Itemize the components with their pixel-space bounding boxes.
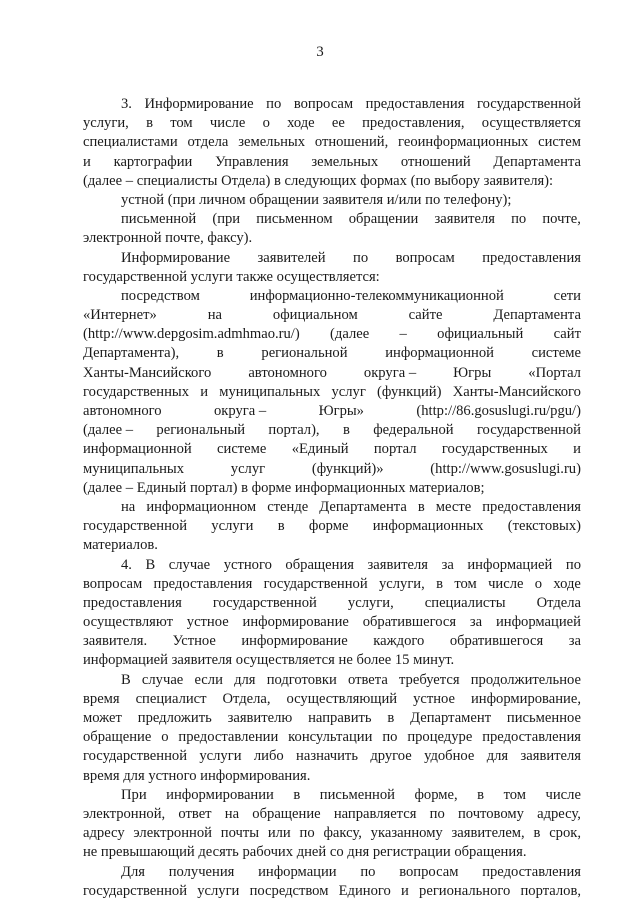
text-line (83, 210, 581, 229)
text-word: (http://www.gosuslugi.ru) (430, 460, 581, 477)
text-word: 3. (121, 96, 132, 112)
text-word: округа – (363, 364, 417, 381)
text-word: удобное (424, 748, 475, 765)
text-word: государственных (83, 383, 190, 400)
text-word: официальном (272, 307, 358, 324)
text-word: отношений (400, 153, 471, 170)
text-word: информации (258, 863, 337, 880)
text-word: если (194, 671, 223, 688)
text-word: заявителю (227, 710, 293, 726)
page-number: 3 (316, 44, 324, 60)
text-word: отдела (187, 134, 229, 151)
text-word: адресу (83, 825, 125, 842)
text-line (83, 575, 581, 594)
text-word: стенде (267, 498, 309, 515)
text-line (83, 249, 581, 268)
text-word: Информирование (144, 96, 254, 112)
text-word: муниципальных (83, 460, 185, 477)
text-word: предоставления (482, 498, 581, 515)
text-line: (далее – специалисты Отдела) в следующих формах (по выбору заявителя): (83, 172, 554, 189)
text-word: числе (545, 786, 581, 803)
text-word: «Интернет» (83, 307, 157, 324)
text-word: Департамента (319, 498, 407, 515)
text-word: на (207, 307, 222, 324)
text-line (83, 863, 581, 882)
text-word: предоставления (482, 249, 581, 266)
text-word: предложить (137, 710, 212, 726)
text-word: письменное (506, 710, 581, 726)
text-word: в (387, 710, 395, 726)
text-line: время для устного информирования. (83, 767, 311, 784)
text-word: Югры (453, 364, 492, 381)
text-word: обращение (83, 729, 152, 746)
text-word: муниципальных (219, 383, 321, 400)
text-line: государственной услуги также осуществляется: (83, 268, 380, 285)
text-word: предоставления (153, 575, 253, 592)
text-line (83, 747, 581, 766)
text-word: информирование (241, 633, 348, 650)
text-word: в (277, 518, 285, 535)
text-word: в (146, 115, 153, 132)
text-word: специалист (135, 690, 207, 707)
text-word: и (573, 441, 581, 458)
text-word: адресу, (537, 805, 581, 822)
text-word: автономного (83, 403, 162, 419)
text-word: в (216, 345, 224, 362)
text-word: о (161, 729, 169, 746)
text-word: предоставления (83, 594, 182, 611)
text-word: сети (553, 287, 581, 304)
text-line (83, 517, 581, 536)
text-word: указанному (370, 825, 443, 842)
text-word: информирование, (470, 690, 581, 707)
text-line (83, 402, 581, 421)
text-word: заявителя (367, 556, 429, 573)
text-word: (http://www.depgosim.admhmao.ru/) (83, 326, 300, 343)
text-word: информационных (372, 518, 484, 535)
text-line (83, 786, 581, 805)
text-word: (при (212, 211, 241, 228)
text-word: (функций) (377, 383, 442, 400)
text-word: ходе (553, 575, 581, 592)
text-word: государственной (476, 422, 581, 439)
text-word: предоставления (482, 863, 581, 880)
text-word: форме, (414, 786, 458, 803)
text-word: Единого (338, 882, 391, 899)
text-word: и (83, 153, 91, 170)
text-word: Департамента), (83, 345, 180, 362)
text-word: числе (209, 115, 246, 132)
text-word: том (170, 115, 193, 132)
text-word: вопросам (399, 863, 459, 880)
text-word: том (454, 575, 477, 592)
text-word: может (83, 710, 122, 726)
text-word: государственных (441, 441, 548, 458)
text-word: услуг (230, 460, 266, 477)
text-word: специалисты (424, 594, 506, 611)
text-word: информировании (166, 786, 274, 803)
text-word: Информирование (121, 249, 231, 266)
text-word: электронной (133, 825, 212, 842)
text-word: устное (413, 690, 455, 707)
text-word: обращении (348, 211, 419, 228)
text-word: по (429, 805, 445, 822)
text-line (83, 671, 581, 690)
text-line (83, 287, 581, 306)
text-word: заявителем, (451, 825, 525, 842)
text-word: назначить (296, 748, 358, 765)
text-word: Устное (172, 633, 216, 650)
text-line (83, 95, 581, 114)
text-line (83, 306, 581, 325)
text-line: информацией заявителя осуществляется не более 15 минут. (83, 652, 455, 669)
text-word: посредством (249, 882, 329, 899)
text-word: по (299, 825, 315, 842)
text-word: официальный (437, 326, 524, 343)
text-line (83, 556, 581, 575)
text-word: – (399, 326, 407, 343)
text-line (83, 460, 581, 479)
text-word: требуется (399, 671, 460, 688)
text-word: процедуре (407, 729, 473, 746)
text-word: по (266, 96, 282, 112)
text-word: картографии (113, 153, 193, 170)
text-word: и (200, 383, 209, 400)
text-line: не превышающий десять рабочих дней со дня регистрации обращения. (83, 844, 527, 861)
document-body (83, 95, 581, 901)
text-word: срок, (549, 825, 581, 842)
text-word: ответа (348, 671, 388, 688)
text-word: Для (121, 863, 145, 880)
text-word: осуществляют (83, 614, 173, 631)
text-word: государственной (83, 882, 188, 899)
text-word: письменном (256, 211, 333, 228)
text-word: сайте (408, 307, 443, 324)
text-word: осуществляющий (286, 690, 398, 707)
text-word: на (224, 805, 240, 822)
text-word: за (469, 614, 483, 631)
text-word: ее (331, 115, 345, 132)
text-word: обращения (285, 556, 354, 573)
text-word: электронной, (83, 805, 166, 822)
text-line (83, 498, 581, 517)
text-word: ответ (178, 805, 212, 822)
text-word: в (533, 825, 541, 842)
text-word: по (360, 863, 376, 880)
text-word: систем (538, 134, 581, 151)
text-word: государственной (476, 96, 581, 112)
text-word: осуществляется (481, 115, 581, 132)
text-word: услуги, (378, 575, 425, 592)
text-word: регионального (419, 882, 511, 899)
text-word: (функций)» (311, 460, 384, 477)
text-line (83, 690, 581, 709)
text-word: услуги (199, 748, 242, 765)
text-line (83, 383, 581, 402)
text-word: посредством (121, 287, 200, 304)
text-word: Департамент (410, 710, 492, 726)
text-word: услуги, (83, 115, 129, 132)
text-word: (далее (330, 326, 370, 343)
text-word: направить (308, 710, 372, 726)
text-word: консультации (288, 729, 373, 746)
text-line (83, 325, 581, 344)
text-word: Департамента (493, 307, 581, 324)
text-word: специалистами (83, 134, 178, 151)
text-word: «Единый (291, 441, 349, 458)
text-word: информационной (385, 345, 494, 362)
text-word: письменной (121, 211, 197, 228)
text-word: Отдела, (222, 690, 271, 707)
text-word: региональный (156, 422, 246, 439)
text-word: Отдела (536, 594, 581, 611)
text-word: государственной (83, 748, 188, 765)
text-line (83, 421, 581, 440)
text-word: по (353, 249, 369, 266)
text-word: за (441, 556, 454, 573)
text-word: по (382, 729, 398, 746)
text-word: информационной (83, 441, 192, 458)
text-word: региональной (261, 345, 348, 362)
text-word: обращение (252, 805, 321, 822)
text-line (83, 882, 581, 901)
text-word: на (121, 498, 136, 515)
text-word: портал), (268, 422, 320, 439)
text-word: том (503, 786, 527, 803)
text-word: предоставления, (362, 115, 465, 132)
text-word: получения (168, 863, 235, 880)
text-word: информационном (146, 498, 257, 515)
text-word: (текстовых) (507, 518, 581, 535)
text-line (83, 344, 581, 363)
text-word: в (436, 575, 443, 592)
text-word: земельных (311, 153, 379, 170)
text-word: В (145, 556, 156, 573)
text-word: в (477, 786, 485, 803)
text-word: каждого (373, 633, 425, 650)
text-word: информацией (467, 556, 553, 573)
text-word: информацией (495, 614, 581, 631)
text-word: (далее – (83, 422, 134, 439)
text-word: услуги, (347, 594, 394, 611)
text-word: в (342, 422, 350, 439)
text-word: о (262, 115, 270, 132)
text-word: устного (223, 556, 272, 573)
text-word: по (511, 211, 527, 228)
text-word: (http://86.gosuslugi.ru/pgu/) (416, 403, 581, 419)
text-line: электронной почте, факсу). (83, 230, 253, 247)
text-line (83, 709, 581, 728)
text-word: заявителей (257, 249, 326, 266)
text-word: услуги (197, 882, 240, 899)
text-word: обратившегося (362, 614, 457, 631)
text-word: вопросам (83, 575, 143, 592)
text-word: почтовому (457, 805, 524, 822)
text-line: материалов. (83, 537, 158, 554)
text-word: отношений, (314, 134, 389, 151)
text-word: для (486, 748, 509, 765)
text-word: государственной (83, 518, 188, 535)
text-word: предоставления (482, 729, 581, 746)
text-word: обратившегося (449, 633, 544, 650)
text-word: «Портал (528, 364, 581, 381)
text-word: ходе (287, 115, 315, 132)
text-word: портал (373, 441, 417, 458)
text-line (83, 153, 581, 172)
text-line (83, 114, 581, 133)
text-word: или (267, 825, 291, 842)
text-word: почты (220, 825, 260, 842)
text-word: случае (168, 556, 211, 573)
text-word: В (121, 671, 131, 688)
text-line (83, 824, 581, 843)
text-word: месте (435, 498, 472, 515)
text-word: Ханты-Мансийского (83, 364, 212, 381)
text-line (83, 728, 581, 747)
text-word: продолжительное (470, 671, 581, 688)
text-word: земельных (238, 134, 306, 151)
text-line: устной (при личном обращении заявителя и/или по телефону); (121, 191, 512, 208)
text-word: системе (217, 441, 267, 458)
text-word: информационно-телекоммуникационной (249, 287, 504, 304)
text-word: заявителя. (83, 633, 148, 650)
text-word: государственной (212, 594, 317, 611)
text-word: предоставлении (178, 729, 279, 746)
text-word: 4. (121, 556, 132, 573)
text-word: Департамента (493, 153, 581, 170)
text-line (83, 632, 581, 651)
text-word: автономного (248, 364, 327, 381)
text-word: подготовки (266, 671, 337, 688)
text-word: При (121, 786, 147, 803)
text-word: почте, (542, 211, 581, 228)
text-word: время (83, 690, 120, 707)
text-word: направляется (333, 805, 417, 822)
text-word: системе (531, 345, 581, 362)
text-word: устное (186, 614, 229, 631)
text-line (83, 440, 581, 459)
text-word: геоинформационных (398, 134, 529, 151)
text-word: за (568, 633, 581, 650)
text-word: информирование (242, 614, 349, 631)
text-word: другое (370, 748, 412, 765)
text-word: Управления (215, 153, 289, 170)
text-word: государственной (263, 575, 368, 592)
text-word: порталов, (520, 882, 581, 899)
text-word: заявителя (520, 748, 581, 765)
text-word: услуг (331, 383, 366, 400)
text-line (83, 364, 581, 383)
text-word: услуги (211, 518, 254, 535)
text-word: сайт (553, 326, 581, 343)
text-word: либо (253, 748, 284, 765)
text-word: для (234, 671, 256, 688)
text-word: заявителя (434, 211, 495, 228)
text-word: в (417, 498, 425, 515)
text-word: вопросам (293, 96, 354, 112)
text-word: по (565, 556, 581, 573)
text-word: форме (308, 518, 349, 535)
text-word: случае (141, 671, 184, 688)
text-word: о (534, 575, 543, 592)
text-word: округа – (213, 403, 267, 419)
text-line (83, 594, 581, 613)
text-line: (далее – Единый портал) в форме информационных материалов; (83, 479, 485, 496)
text-word: вопросам (395, 249, 455, 266)
text-word: предоставления (365, 96, 465, 112)
text-line (83, 613, 581, 632)
text-line (83, 805, 581, 824)
text-word: письменной (319, 786, 395, 803)
text-word: Югры» (318, 403, 364, 419)
text-word: федеральной (373, 422, 454, 439)
text-word: и (401, 882, 409, 899)
text-word: факсу, (323, 825, 362, 842)
text-word: Ханты-Мансийского (452, 383, 581, 400)
text-word: в (293, 786, 301, 803)
text-line (83, 133, 581, 152)
text-word: числе (488, 575, 524, 592)
